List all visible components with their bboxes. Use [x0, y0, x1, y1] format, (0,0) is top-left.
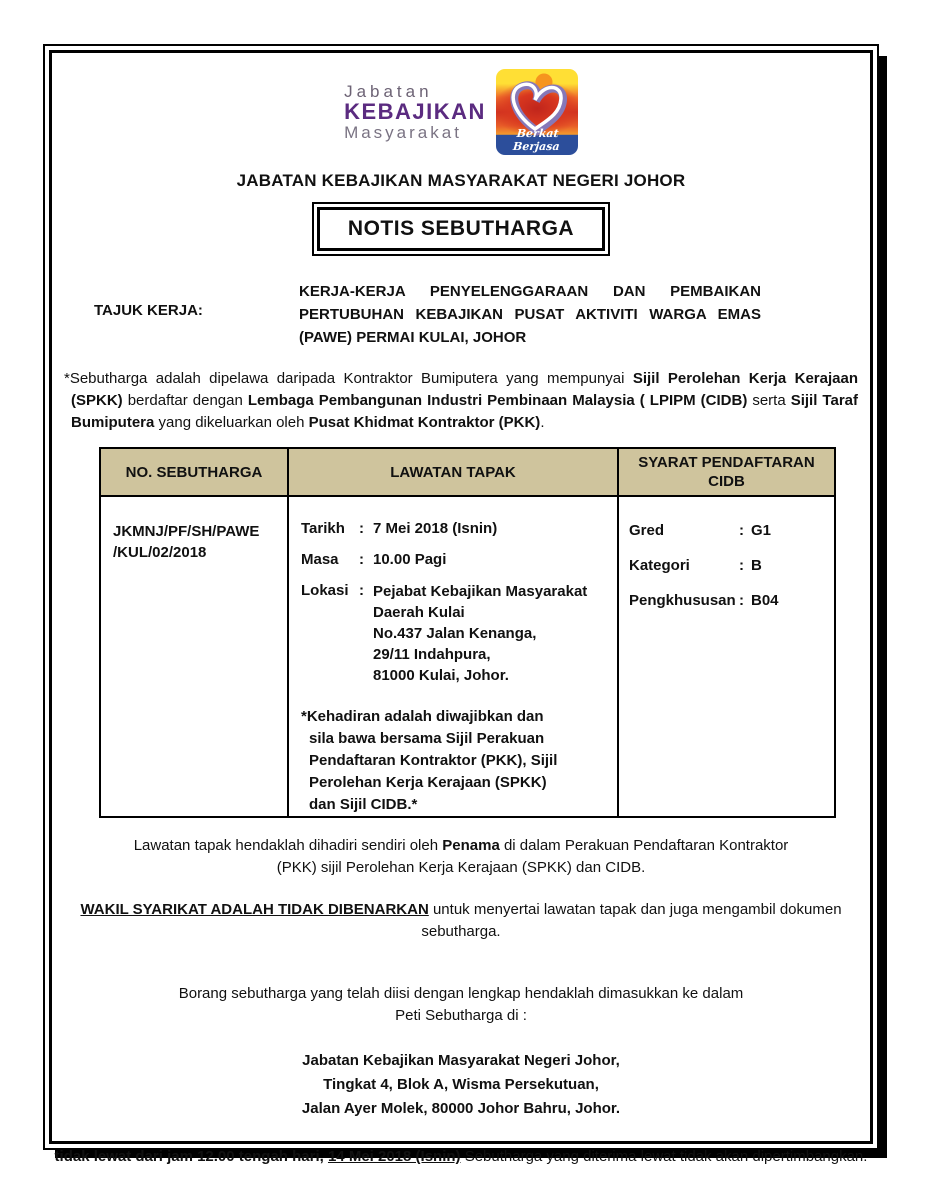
- colon: :: [739, 557, 744, 574]
- cidb-specialization-value: B04: [751, 592, 779, 609]
- notice-title: NOTIS SEBUTHARGA: [317, 207, 605, 251]
- intro-paragraph: *Sebutharga adalah dipelawa daripada Kontraktor Bumiputera yang mempunyai Sijil Perolehan Kerja Kerajaan (SPKK) berdaftar dengan Lembaga Pembangunan Industri Pembinaan Malaysia ( LPIPM (CIDB) serta Sijil Taraf Bumiputera yang dikeluarkan oleh Pusat Khidmat Kontraktor (PKK).: [64, 370, 858, 431]
- cidb-grade-label: Gred: [629, 522, 665, 539]
- address-block: Jabatan Kebajikan Masyarakat Negeri Johor, Tingkat 4, Blok A, Wisma Persekutuan, Jalan Ayer Molek, 80000 Johor Bahru, Johor.: [301, 1052, 621, 1117]
- visit-location-label: Lokasi: [301, 582, 349, 599]
- cidb-category-value: B: [751, 557, 762, 574]
- attendance-paragraph: Lawatan tapak hendaklah dihadiri sendiri oleh Penama di dalam Perakuan Pendaftaran Kontraktor (PKK) sijil Perolehan Kerja Kerajaan (SPKK) dan CIDB.: [133, 837, 789, 876]
- colon: :: [739, 522, 744, 539]
- visit-time-row: [301, 550, 613, 570]
- cidb-category-row: [629, 556, 830, 576]
- col-header-lawatan-tapak: LAWATAN TAPAK: [288, 448, 618, 496]
- visit-location-value: Pejabat Kebajikan Masyarakat Daerah Kulai No.437 Jalan Kenanga, 29/11 Indahpura, 81000 Kulai, Johor.: [373, 583, 588, 684]
- visit-time-value: 10.00 Pagi: [373, 551, 447, 568]
- cidb-requirements-cell: [618, 496, 835, 817]
- visit-time-label: Masa: [301, 551, 339, 568]
- colon: :: [739, 592, 744, 609]
- table-header-row: [100, 448, 835, 496]
- col-header-syarat-cidb: SYARAT PENDAFTARAN CIDB: [618, 448, 835, 496]
- submission-instruction-paragraph: Borang sebutharga yang telah diisi dengan lengkap hendaklah dimasukkan ke dalam Peti Sebutharga di :: [178, 985, 744, 1024]
- job-title-section: [52, 280, 870, 350]
- document-inner-border: [49, 50, 873, 1165]
- visit-date-label: Tarikh: [301, 520, 345, 537]
- logo-emblem: [496, 69, 578, 155]
- department-logo: [52, 69, 870, 155]
- colon: :: [359, 520, 364, 537]
- colon: :: [359, 551, 364, 568]
- table-body-row: [100, 496, 835, 817]
- cidb-specialization-label: Pengkhususan: [629, 592, 736, 609]
- site-visit-note: *Kehadiran adalah diwajibkan dan sila bawa bersama Sijil Perakuan Pendaftaran Kontraktor (PKK), Sijil Perolehan Kerja Kerajaan (SPKK) dan Sijil CIDB.*: [301, 708, 558, 813]
- cidb-grade-row: [629, 521, 830, 541]
- visit-date-value: 7 Mei 2018 (Isnin): [373, 520, 498, 537]
- representative-warning-paragraph: WAKIL SYARIKAT ADALAH TIDAK DIBENARKAN untuk menyertai lawatan tapak dan juga mengambil dokumen sebutharga.: [80, 901, 842, 940]
- document-page: [43, 44, 879, 1165]
- job-title-value: KERJA-KERJA PENYELENGGARAAN DAN PEMBAIKAN PERTUBUHAN KEBAJIKAN PUSAT AKTIVITI WARGA EMAS (PAWE) PERMAI KULAI, JOHOR: [299, 283, 761, 346]
- cidb-grade-value: G1: [751, 522, 772, 539]
- colon: :: [359, 582, 364, 599]
- logo-motto: Berkat Berjasa: [512, 127, 561, 153]
- col-header-no-sebutharga: NO. SEBUTHARGA: [100, 448, 288, 496]
- site-visit-cell: [288, 496, 618, 817]
- visit-date-row: [301, 519, 613, 539]
- notice-title-box: [312, 202, 610, 256]
- quotation-number-cell: JKMNJ/PF/SH/PAWE /KUL/02/2018: [100, 496, 288, 817]
- deadline-paragraph: tidak lewat dari jam 12.00 tengah hari, 14 Mei 2018 (Isnin) Sebutharga yang diterima lewat tidak akan dipertimbangkan.: [54, 1148, 868, 1165]
- logo-line-masyarakat: Masyarakat: [344, 122, 462, 142]
- logo-line-kebajikan: KEBAJIKAN: [344, 99, 486, 125]
- org-title: JABATAN KEBAJIKAN MASYARAKAT NEGERI JOHOR: [236, 171, 686, 190]
- visit-location-row: [301, 581, 613, 686]
- quotation-table: [99, 447, 836, 818]
- job-title-label: TAJUK KERJA:: [94, 302, 203, 319]
- cidb-category-label: Kategori: [629, 557, 690, 574]
- logo-wordmark: [344, 83, 486, 142]
- cidb-specialization-row: [629, 591, 830, 611]
- logo-line-jabatan: Jabatan: [344, 81, 433, 101]
